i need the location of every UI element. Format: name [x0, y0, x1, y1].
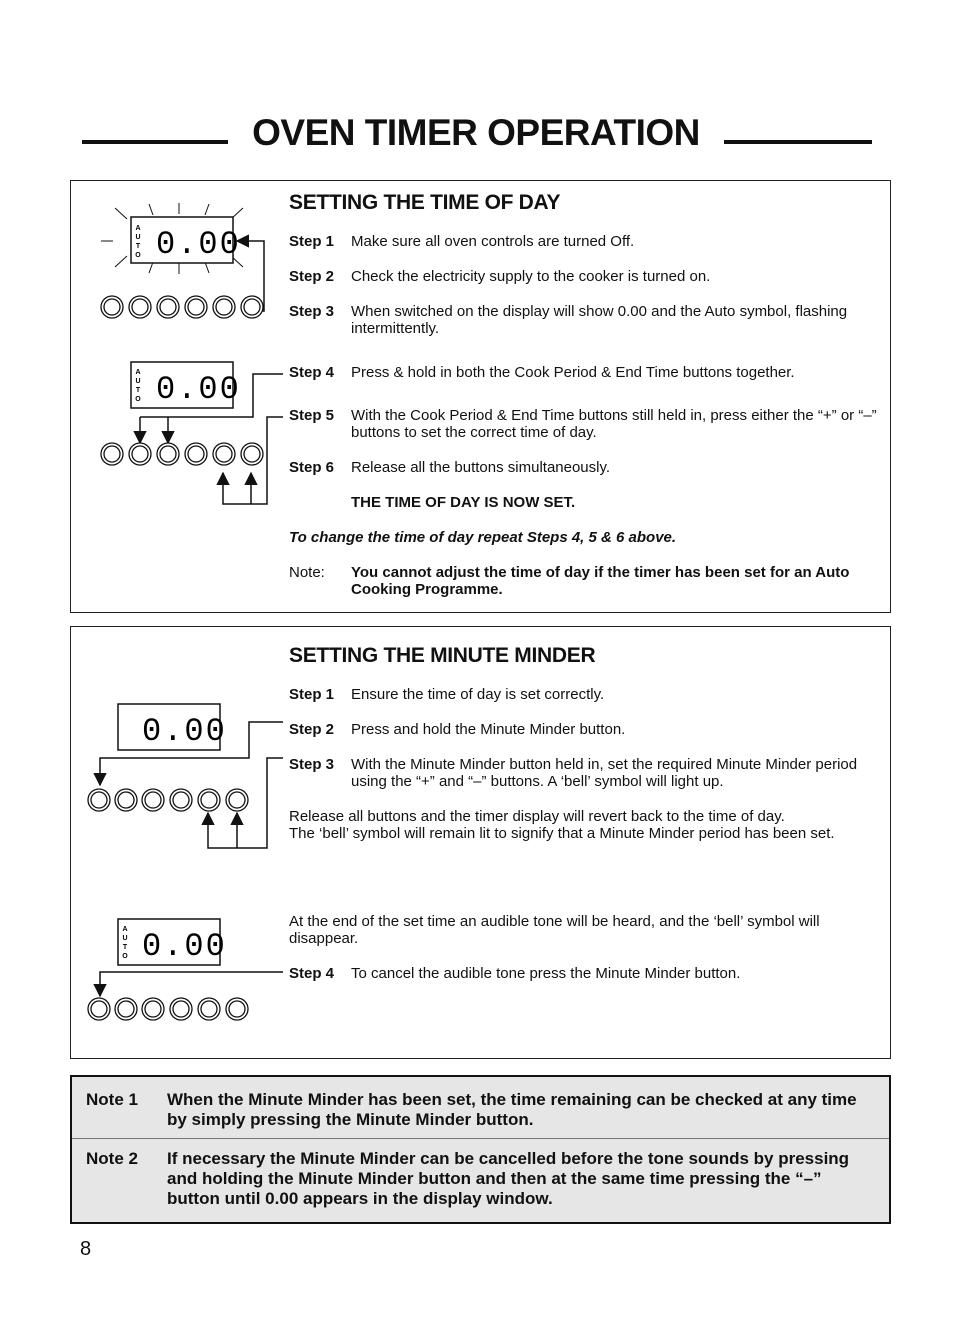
button-row-3	[88, 789, 248, 811]
step-text: Press & hold in both the Cook Period & End Time buttons together.	[351, 364, 795, 381]
page-title: OVEN TIMER OPERATION	[252, 112, 700, 153]
step-text: Make sure all oven controls are turned Off.	[351, 233, 635, 250]
auto-letter: O	[135, 396, 141, 403]
auto-letter: T	[135, 243, 141, 250]
time-of-day-panel	[70, 180, 891, 613]
auto-letter: A	[122, 926, 128, 933]
display-readout: 0.00	[156, 371, 241, 408]
button-row-2	[101, 443, 263, 465]
auto-letter: O	[122, 953, 128, 960]
auto-letter: A	[135, 225, 141, 232]
page-number: 8	[80, 1238, 92, 1260]
step-text: With the Cook Period & End Time buttons still held in, press either the “+” or “–” buttons to set the correct time of day.	[351, 407, 877, 441]
button-row-4	[88, 998, 248, 1020]
note-divider	[72, 1138, 889, 1139]
note-label: Note 2	[86, 1149, 138, 1168]
note-text: When the Minute Minder has been set, the time remaining can be checked at any time by simply pressing the Minute Minder button.	[167, 1090, 857, 1129]
note-label: Note 1	[86, 1090, 138, 1109]
auto-letter: T	[122, 944, 128, 951]
step-label: Step 2	[289, 721, 335, 738]
step-label: Step 5	[289, 407, 335, 424]
step-label: Step 2	[289, 268, 335, 285]
auto-letter: U	[135, 234, 141, 241]
step-text: Check the electricity supply to the cooker is turned on.	[351, 268, 711, 285]
step-text: Release all the buttons simultaneously.	[351, 459, 611, 476]
time-of-day-diagram	[71, 181, 289, 614]
display-readout: 0.00	[142, 713, 227, 750]
step-label: Step 4	[289, 364, 335, 381]
auto-letter: A	[135, 369, 141, 376]
step-text: Ensure the time of day is set correctly.	[351, 686, 605, 703]
step-text: To cancel the audible tone press the Minute Minder button.	[351, 965, 741, 982]
auto-letter: U	[122, 935, 128, 942]
display-readout: 0.00	[156, 226, 241, 263]
release-text: Release all buttons and the timer display will revert back to the time of day.	[289, 808, 785, 825]
step-label: Step 1	[289, 233, 335, 250]
auto-letter: O	[135, 252, 141, 259]
note-text: If necessary the Minute Minder can be cancelled before the tone sounds by pressing and holding the Minute Minder button and then at the same time pressing the “–” button until 0.00 appears in the display window.	[167, 1149, 850, 1208]
repeat-hint: To change the time of day repeat Steps 4, 5 & 6 above.	[289, 529, 677, 546]
button-row-1	[101, 296, 263, 318]
title-rule-left	[82, 140, 228, 144]
step-label: Step 1	[289, 686, 335, 703]
step-text: When switched on the display will show 0.00 and the Auto symbol, flashing intermittently.	[351, 303, 848, 337]
minute-minder-panel	[70, 626, 891, 1059]
step-label: Step 6	[289, 459, 335, 476]
step-label: Step 4	[289, 965, 335, 982]
step-label: Step 3	[289, 303, 335, 320]
note-label: Note:	[289, 564, 325, 581]
title-rule-right	[724, 140, 872, 144]
step-label: Step 3	[289, 756, 335, 773]
bell-text: The ‘bell’ symbol will remain lit to signify that a Minute Minder period has been set.	[289, 825, 835, 842]
note-text: You cannot adjust the time of day if the timer has been set for an Auto Cooking Programme.	[351, 564, 850, 598]
minute-minder-heading: SETTING THE MINUTE MINDER	[289, 644, 596, 667]
step-text: With the Minute Minder button held in, set the required Minute Minder period using the “+” and “–” buttons. A ‘bell’ symbol will light up.	[351, 756, 858, 790]
step-text: Press and hold the Minute Minder button.	[351, 721, 626, 738]
notes-box	[70, 1075, 891, 1224]
auto-letter: U	[135, 378, 141, 385]
display-readout: 0.00	[142, 928, 227, 965]
confirmation-text: THE TIME OF DAY IS NOW SET.	[351, 494, 576, 511]
auto-letter: T	[135, 387, 141, 394]
end-text: At the end of the set time an audible tone will be heard, and the ‘bell’ symbol will disappear.	[289, 913, 820, 947]
time-of-day-heading: SETTING THE TIME OF DAY	[289, 191, 561, 214]
minute-minder-diagram	[71, 627, 289, 1060]
title-bar	[0, 112, 954, 162]
